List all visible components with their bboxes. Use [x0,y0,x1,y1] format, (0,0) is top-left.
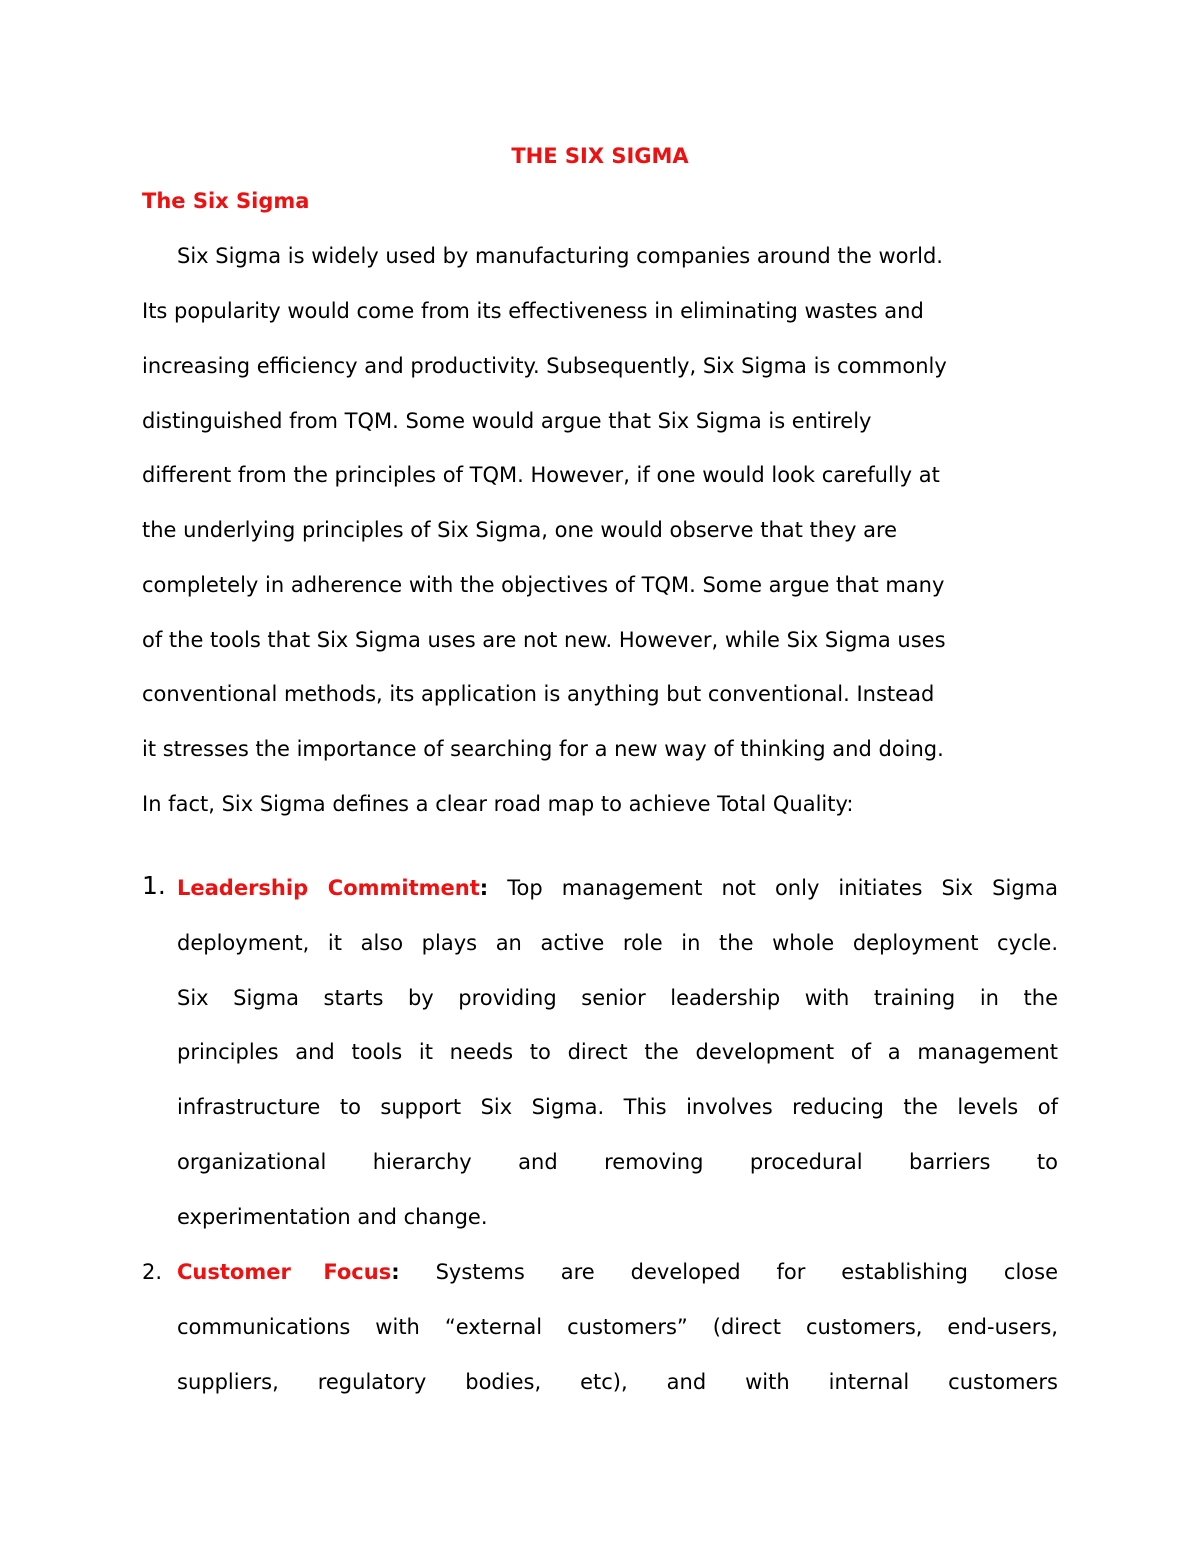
list-number: 1. [142,871,166,900]
paragraph-line: completely in adherence with the objectives of TQM. Some argue that many [142,573,945,597]
list-item-content [177,872,1058,1256]
list-item-term: Customer Focus [177,1260,392,1284]
paragraph-line: the underlying principles of Six Sigma, one would observe that they are [142,518,898,542]
list-item-line: communications with “external customers” (direct customers, end-users, [177,1314,1058,1339]
list-item-line: experimentation and change. [177,1204,488,1229]
paragraph-line: different from the principles of TQM. However, if one would look carefully at [142,463,940,487]
paragraph-line: Its popularity would come from its effectiveness in eliminating wastes and [142,299,924,323]
list-item-colon: : [391,1260,400,1284]
list-item-line: Six Sigma starts by providing senior leadership with training in the [177,985,1058,1010]
list-item-first-line [177,1256,1058,1311]
list-number: 2. [142,1260,163,1284]
list-item-first-line [177,872,1058,927]
list-item-line: suppliers, regulatory bodies, etc), and with internal customers [177,1369,1058,1394]
list-item-first-line-text: Systems are developed for establishing close [399,1260,1058,1284]
section-heading: The Six Sigma [142,189,310,213]
list-item-first-line-text: Top management not only initiates Six Sigma [488,876,1058,900]
paragraph-line: of the tools that Six Sigma uses are not new. However, while Six Sigma uses [142,628,946,652]
list-item-content [177,1256,1058,1420]
paragraph-line: increasing efficiency and productivity. Subsequently, Six Sigma is commonly [142,354,947,378]
list-item-term: Leadership Commitment [177,876,480,900]
paragraph-line: In fact, Six Sigma defines a clear road map to achieve Total Quality: [142,792,854,816]
list-item-line: infrastructure to support Six Sigma. This involves reducing the levels of [177,1095,1058,1120]
list-item-line: principles and tools it needs to direct the development of a management [177,1040,1058,1065]
list-item-line: deployment, it also plays an active role in the whole deployment cycle. [177,930,1058,955]
paragraph-line: Six Sigma is widely used by manufacturing companies around the world. [177,244,943,268]
paragraph-line: conventional methods, its application is anything but conventional. Instead [142,682,935,706]
paragraph-line: it stresses the importance of searching for a new way of thinking and doing. [142,737,944,761]
document-title: THE SIX SIGMA [511,144,689,168]
list-item-colon: : [479,876,489,900]
list-item-line: organizational hierarchy and removing procedural barriers to [177,1149,1058,1174]
paragraph-line: distinguished from TQM. Some would argue that Six Sigma is entirely [142,409,872,433]
